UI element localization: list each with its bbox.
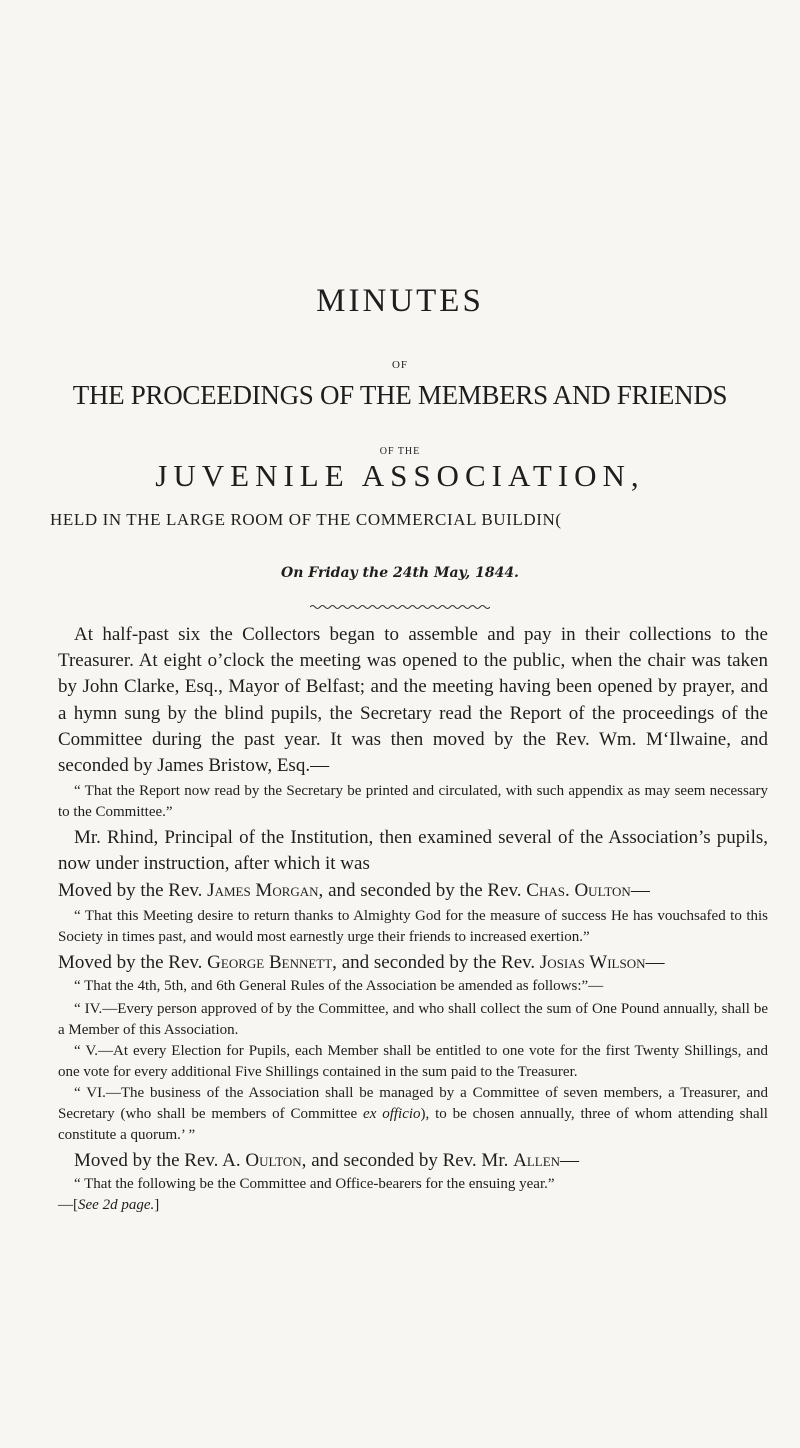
minutes-body: [58, 622, 768, 1216]
ex-officio: ex officio: [363, 1106, 421, 1123]
see-page-note: [58, 1195, 768, 1216]
motion-1-dash: —: [630, 879, 650, 901]
mover-name: Oulton,: [245, 1150, 307, 1172]
resolution-report: “ That the Report now read by the Secretary be printed and circulated, with such appendix as may seem necessary to the Committee.”: [58, 783, 768, 821]
motion-2-text: Moved by the Rev.: [58, 951, 208, 973]
see-note-open: —[: [58, 1197, 78, 1214]
paragraph-examination: Mr. Rhind, Principal of the Institution, then examined several of the Association’s pupils, now under instruction, after which it was: [58, 827, 768, 875]
title-of: OF: [391, 359, 409, 371]
rule-vi-text-2: ), to be chosen annually, three of whom attending shall constitute a quorum.’ ”: [58, 1106, 768, 1144]
motion-3: [58, 1148, 768, 1174]
resolution-thanks: “ That this Meeting desire to return thanks to Almighty God for the measure of success He has vouchsafed to this Society in times past, and would most earnestly urge their friends to increased exertion.”: [58, 907, 768, 945]
rule-v: “ V.—At every Election for Pupils, each Member shall be entitled to one vote for the first Twenty Shillings, and one vote for every additional Five Shillings contained in the sum paid to the Treasurer.: [58, 1043, 768, 1081]
seconder-name: Chas. Oulton: [526, 879, 631, 901]
rule-iv: “ IV.—Every person approved of by the Committee, and who shall collect the sum of One Pound annually, shall be a Member of this Association.: [58, 1001, 768, 1039]
title-minutes: MINUTES: [316, 283, 484, 319]
motion-1-text-2: and seconded by the Rev.: [323, 879, 527, 901]
motion-2: [58, 950, 768, 976]
rule-vi-text: “ VI.—The business of the Association shall be managed by a Committee of seven members, a Treasurer, and Secretary (who shall be members of Committee: [58, 1085, 768, 1123]
motion-3-text-2: and seconded by Rev. Mr.: [306, 1150, 514, 1172]
motion-3-dash: —: [560, 1150, 580, 1172]
resolution-committee: “ That the following be the Committee and Office-bearers for the ensuing year.”: [74, 1176, 555, 1193]
title-proceedings: THE PROCEEDINGS OF THE MEMBERS AND FRIENDS: [72, 380, 728, 410]
mover-name: George Bennett,: [207, 951, 337, 973]
motion-2-text-2: and seconded by the Rev.: [336, 951, 540, 973]
seconder-name: Allen: [513, 1150, 561, 1172]
wavy-rule: [310, 603, 490, 611]
paragraph-opening: At half-past six the Collectors began to assemble and pay in their collections to the Treasurer. At eight o’clock the meeting was opened to the public, when the chair was taken by John Clarke, Esq., Mayor of Belfast; and the meeting having been opened by prayer, and a hymn sung by the blind pupils, the Secretary read the Report of the proceedings of the Committee during the past year. It was then moved by the Rev. Wm. M‘Ilwaine, and seconded by James Bristow, Esq.—: [58, 624, 768, 777]
seconder-name: Josias Wilson: [539, 951, 646, 973]
date-line: On Friday the 24th May, 1844.: [281, 565, 519, 581]
title-held-in: HELD IN THE LARGE ROOM OF THE COMMERCIAL BUILDIN(: [50, 510, 562, 529]
title-of-the: OF THE: [379, 446, 421, 457]
resolution-rules: “ That the 4th, 5th, and 6th General Rules of the Association be amended as follows:”—: [74, 978, 604, 995]
see-note-close: ]: [154, 1197, 160, 1214]
see-note-text: See 2d page.: [78, 1197, 155, 1214]
motion-3-text: Moved by the Rev. A.: [74, 1150, 246, 1172]
title-association: JUVENILE ASSOCIATION,: [155, 458, 645, 493]
motion-2-dash: —: [645, 951, 665, 973]
mover-name: James Morgan,: [207, 879, 324, 901]
rule-vi: [58, 1083, 768, 1146]
motion-1-text: Moved by the Rev.: [58, 879, 208, 901]
motion-1: [58, 878, 768, 904]
